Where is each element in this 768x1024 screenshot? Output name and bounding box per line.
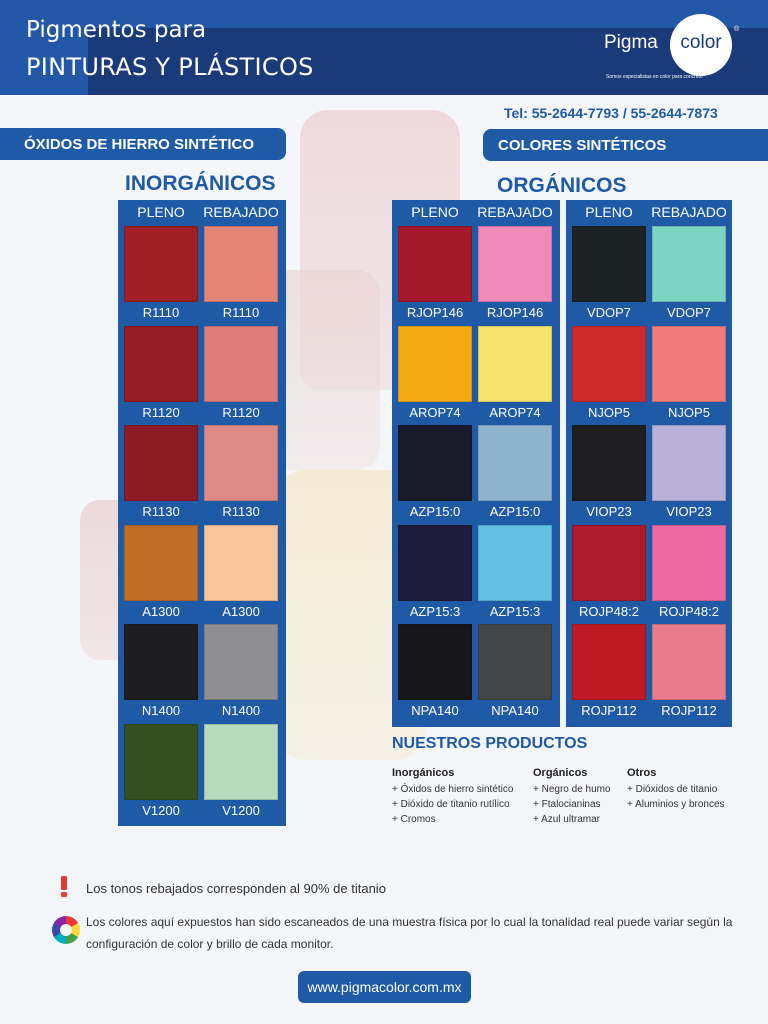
swatch-code-label: R1120 — [142, 404, 180, 420]
swatch-code-label: AZP15:0 — [409, 504, 461, 519]
page-title-line1: Pigmentos para — [26, 17, 207, 43]
section-label-oxidos: ÓXIDOS DE HIERRO SINTÉTICO — [0, 128, 286, 160]
color-swatch-rebajado — [478, 624, 552, 700]
color-swatch-pleno — [124, 724, 198, 800]
swatch-code-label: ROJP112 — [581, 703, 637, 718]
product-item: + Dióxidos de titanio — [627, 784, 718, 795]
products-title: NUESTROS PRODUCTOS — [392, 735, 588, 752]
color-swatch-rebajado — [204, 624, 278, 700]
column-header-pleno: PLENO — [137, 204, 185, 220]
swatch-code-label: NJOP5 — [668, 404, 710, 420]
color-swatch-rebajado — [204, 425, 278, 501]
product-item: + Cromos — [392, 814, 436, 825]
phone-numbers[interactable]: Tel: 55-2644-7793 / 55-2644-7873 — [504, 105, 718, 121]
organic-swatch-panel-2 — [566, 200, 732, 727]
color-swatch-pleno — [572, 525, 646, 601]
color-swatch-pleno — [572, 425, 646, 501]
color-swatch-rebajado — [478, 525, 552, 601]
color-swatch-rebajado — [652, 624, 726, 700]
pigmacolor-logo — [604, 14, 754, 80]
note-monitor-disclaimer: Los colores aquí expuestos han sido escaneados de una muestra física por lo cual la tonalidad real puede variar según la configuración de color y brillo de cada monitor. — [86, 915, 733, 951]
logo-text-pigma: Pigma — [604, 32, 658, 53]
organic-title: ORGÁNICOS — [497, 174, 627, 197]
swatch-code-label: V1200 — [222, 802, 260, 818]
section-label-colores: COLORES SINTÉTICOS — [483, 129, 768, 161]
swatch-code-label: VIOP23 — [586, 504, 632, 519]
swatch-code-label: VIOP23 — [666, 504, 712, 519]
color-swatch-pleno — [398, 226, 472, 302]
swatch-code-label: R1120 — [222, 404, 260, 420]
color-swatch-rebajado — [652, 525, 726, 601]
products-organic — [533, 766, 611, 827]
swatch-code-label: R1110 — [142, 305, 180, 320]
color-swatch-rebajado — [652, 326, 726, 402]
organic-swatch-panel-1 — [392, 200, 560, 727]
swatch-code-label: NPA140 — [491, 703, 539, 718]
product-item: + Óxidos de hierro sintético — [392, 784, 514, 795]
color-swatch-rebajado — [478, 326, 552, 402]
color-swatch-rebajado — [204, 326, 278, 402]
swatch-code-label: AROP74 — [489, 404, 541, 420]
color-swatch-pleno — [124, 226, 198, 302]
column-header-rebajado: REBAJADO — [651, 204, 727, 220]
color-swatch-pleno — [124, 624, 198, 700]
color-swatch-pleno — [572, 624, 646, 700]
swatch-code-label: R1130 — [222, 504, 260, 519]
product-item: + Azul ultramar — [533, 814, 600, 825]
products-inorganic-heading: Inorgánicos — [392, 767, 455, 779]
color-swatch-pleno — [572, 226, 646, 302]
swatch-code-label: N1400 — [141, 703, 181, 718]
column-header-rebajado: REBAJADO — [203, 204, 279, 220]
product-item: + Ftalocianinas — [533, 799, 601, 810]
inorganic-title: INORGÁNICOS — [125, 172, 276, 195]
swatch-code-label: ROJP112 — [661, 703, 717, 718]
color-swatch-rebajado — [478, 425, 552, 501]
products-inorganic — [392, 766, 513, 827]
exclamation-icon — [58, 876, 70, 898]
color-swatch-pleno — [398, 326, 472, 402]
swatch-code-label: R1110 — [222, 305, 260, 320]
logo-registered-mark: ® — [734, 26, 740, 33]
color-swatch-rebajado — [204, 525, 278, 601]
website-link[interactable]: www.pigmacolor.com.mx — [298, 971, 471, 1003]
swatch-code-label: ROJP48:2 — [579, 603, 639, 619]
color-swatch-pleno — [124, 326, 198, 402]
column-header-rebajado: REBAJADO — [477, 204, 553, 220]
column-header-pleno: PLENO — [411, 204, 459, 220]
swatch-code-label: AZP15:3 — [489, 603, 541, 619]
product-item: + Aluminios y bronces — [627, 799, 725, 810]
color-swatch-rebajado — [204, 226, 278, 302]
swatch-code-label: VDOP7 — [586, 305, 632, 320]
note-rebajados: Los tonos rebajados corresponden al 90% de titanio — [86, 881, 386, 896]
color-swatch-pleno — [398, 624, 472, 700]
swatch-code-label: NJOP5 — [588, 404, 630, 420]
color-swatch-rebajado — [652, 425, 726, 501]
inorganic-swatch-panel — [118, 200, 286, 826]
swatch-code-label: A1300 — [142, 603, 180, 619]
color-swatch-rebajado — [204, 724, 278, 800]
products-others — [627, 766, 725, 812]
swatch-code-label: AROP74 — [409, 404, 461, 420]
color-wheel-icon — [52, 916, 80, 944]
product-item: + Negro de humo — [533, 784, 611, 795]
logo-tagline: Somos especialistas en color para concreto — [606, 74, 703, 80]
color-swatch-pleno — [398, 525, 472, 601]
swatch-code-label: VDOP7 — [666, 305, 712, 320]
swatch-code-label: NPA140 — [411, 703, 459, 718]
product-item: + Dióxido de titanio rutílico — [392, 799, 510, 810]
color-swatch-pleno — [124, 425, 198, 501]
swatch-code-label: ROJP48:2 — [659, 603, 719, 619]
color-swatch-rebajado — [478, 226, 552, 302]
color-swatch-pleno — [124, 525, 198, 601]
swatch-code-label: AZP15:0 — [489, 504, 541, 519]
color-swatch-pleno — [398, 425, 472, 501]
color-swatch-rebajado — [652, 226, 726, 302]
page-title-line2: PINTURAS Y PLÁSTICOS — [26, 53, 314, 81]
color-swatch-pleno — [572, 326, 646, 402]
swatch-code-label: R1130 — [142, 504, 180, 519]
products-others-heading: Otros — [627, 767, 657, 779]
products-organic-heading: Orgánicos — [533, 767, 588, 779]
logo-text-color: color — [680, 32, 722, 53]
swatch-code-label: AZP15:3 — [409, 603, 461, 619]
swatch-code-label: RJOP146 — [486, 305, 544, 320]
swatch-code-label: V1200 — [142, 802, 180, 818]
swatch-code-label: RJOP146 — [406, 305, 464, 320]
column-header-pleno: PLENO — [585, 204, 633, 220]
header — [0, 0, 768, 95]
swatch-code-label: N1400 — [221, 703, 261, 718]
swatch-code-label: A1300 — [222, 603, 260, 619]
